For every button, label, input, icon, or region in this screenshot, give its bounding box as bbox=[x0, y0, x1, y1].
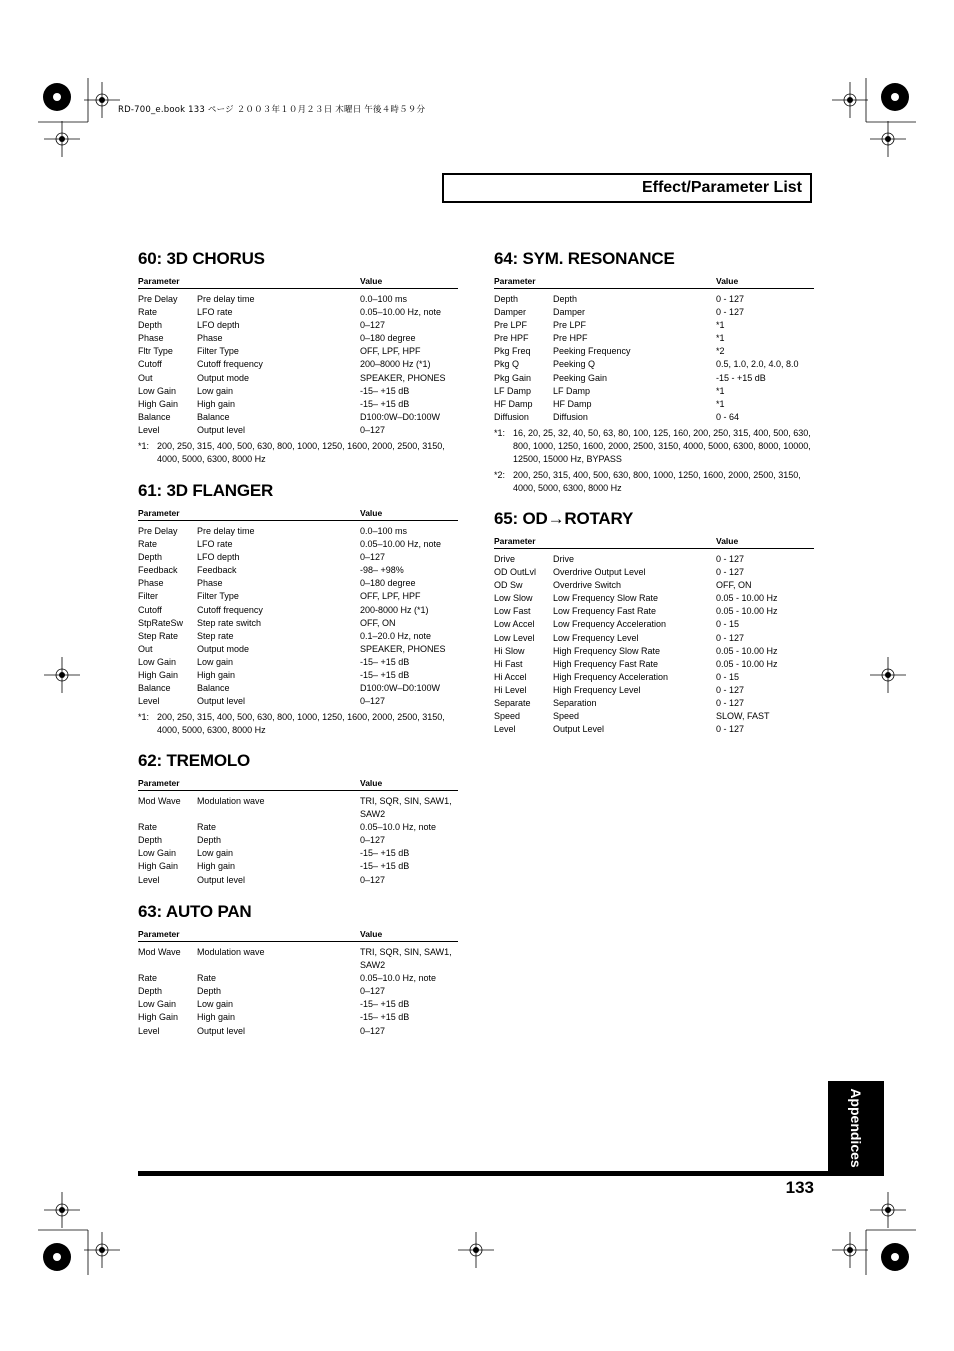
table-row bbox=[494, 618, 814, 631]
param-description: Phase bbox=[197, 333, 223, 344]
table-row bbox=[494, 332, 814, 345]
param-value: *2 bbox=[716, 346, 725, 357]
table-row bbox=[138, 946, 458, 972]
param-description: High gain bbox=[197, 670, 236, 681]
parameter-header: Parameter bbox=[494, 276, 536, 286]
page-title-text: Effect/Parameter List bbox=[641, 179, 802, 196]
param-short-name: Rate bbox=[138, 973, 158, 984]
param-value: 0.05–10.0 Hz, note bbox=[360, 973, 437, 984]
table-row bbox=[494, 710, 814, 723]
param-description: Low gain bbox=[197, 848, 234, 859]
param-value: OFF, ON bbox=[716, 580, 752, 591]
table-header bbox=[138, 929, 458, 942]
param-description: Cutoff frequency bbox=[197, 604, 263, 615]
param-value: 0 - 127 bbox=[716, 684, 745, 695]
param-value: -15– +15 dB bbox=[360, 861, 410, 872]
param-short-name: Cutoff bbox=[138, 359, 162, 370]
param-short-name: Speed bbox=[494, 711, 521, 722]
table-row bbox=[494, 306, 814, 319]
param-description: Overdrive Output Level bbox=[553, 567, 646, 578]
param-value: 0.5, 1.0, 2.0, 4.0, 8.0 bbox=[716, 359, 799, 370]
param-description: Modulation wave bbox=[197, 796, 265, 806]
param-short-name: Phase bbox=[138, 578, 164, 589]
footnote-text: 200, 250, 315, 400, 500, 630, 800, 1000, 1250, 1600, 2000, 2500, 3150, 4000, 5000, 6300, 8000 Hz bbox=[513, 470, 801, 494]
param-short-name: Diffusion bbox=[494, 411, 529, 422]
param-value: D100:0W–D0:100W bbox=[360, 683, 441, 694]
param-value: *1 bbox=[716, 385, 725, 396]
param-value: 0–180 degree bbox=[360, 578, 416, 589]
param-short-name: Depth bbox=[138, 552, 163, 563]
param-short-name: Mod Wave bbox=[138, 796, 181, 806]
table-row bbox=[494, 645, 814, 658]
param-short-name: Balance bbox=[138, 411, 171, 422]
param-value: 200-8000 Hz (*1) bbox=[360, 604, 429, 615]
param-short-name: OD OutLvl bbox=[494, 567, 537, 578]
param-description: Output level bbox=[197, 874, 246, 885]
table-row bbox=[494, 372, 814, 385]
footnote-mark: *1: bbox=[494, 427, 506, 438]
param-short-name: Pkg Gain bbox=[494, 372, 532, 383]
table-header bbox=[494, 276, 814, 289]
param-value: SPEAKER, PHONES bbox=[360, 372, 446, 383]
value-header: Value bbox=[360, 276, 383, 286]
param-value: 0.05 - 10.00 Hz bbox=[716, 658, 778, 669]
param-description: High Frequency Slow Rate bbox=[553, 645, 661, 656]
parameter-header: Parameter bbox=[138, 778, 180, 788]
param-short-name: Depth bbox=[494, 294, 519, 304]
param-value: OFF, LPF, HPF bbox=[360, 591, 421, 602]
table-row bbox=[138, 630, 458, 643]
param-value: OFF, ON bbox=[360, 617, 396, 628]
param-short-name: Low Slow bbox=[494, 593, 533, 604]
table-row bbox=[494, 658, 814, 671]
param-short-name: Depth bbox=[138, 320, 163, 331]
param-description: High Frequency Acceleration bbox=[553, 671, 669, 682]
param-description: LFO rate bbox=[197, 307, 233, 318]
param-description: Pre delay time bbox=[197, 294, 255, 304]
table-row bbox=[138, 998, 458, 1011]
table-row bbox=[138, 293, 458, 306]
table-row bbox=[138, 617, 458, 630]
param-value: -15– +15 dB bbox=[360, 848, 410, 859]
param-short-name: Depth bbox=[138, 835, 163, 846]
table-row bbox=[138, 874, 458, 887]
param-short-name: Balance bbox=[138, 683, 171, 694]
param-description: Output mode bbox=[197, 643, 250, 654]
param-description: Balance bbox=[197, 683, 230, 694]
param-description: Output Level bbox=[553, 724, 605, 735]
param-value: SLOW, FAST bbox=[716, 711, 770, 722]
section-title: 63: AUTO PAN bbox=[138, 902, 252, 921]
param-description: Diffusion bbox=[553, 411, 588, 422]
param-value: -98– +98% bbox=[360, 565, 404, 576]
param-short-name: Rate bbox=[138, 822, 158, 833]
param-value: 0 - 127 bbox=[716, 307, 745, 318]
param-short-name: High Gain bbox=[138, 670, 179, 681]
param-value: 0.05–10.00 Hz, note bbox=[360, 539, 442, 550]
param-short-name: Low Fast bbox=[494, 606, 531, 617]
param-short-name: Level bbox=[138, 424, 160, 435]
parameter-header: Parameter bbox=[138, 508, 180, 518]
param-description: Peeking Frequency bbox=[553, 346, 631, 357]
table-row bbox=[138, 1025, 458, 1038]
param-value: 0.05 - 10.00 Hz bbox=[716, 593, 778, 604]
param-description: Low gain bbox=[197, 999, 234, 1010]
param-short-name: Low Gain bbox=[138, 385, 177, 396]
table-row bbox=[138, 372, 458, 385]
param-description: Drive bbox=[553, 554, 575, 564]
parameter-header: Parameter bbox=[138, 276, 180, 286]
section-title: 62: TREMOLO bbox=[138, 751, 251, 770]
table-row bbox=[494, 632, 814, 645]
param-description: Phase bbox=[197, 578, 223, 589]
param-value: 0–127 bbox=[360, 1025, 386, 1036]
param-description: Output level bbox=[197, 1025, 246, 1036]
table-row bbox=[138, 656, 458, 669]
param-short-name: Phase bbox=[138, 333, 164, 344]
param-value: 0 - 127 bbox=[716, 567, 745, 578]
param-value: -15– +15 dB bbox=[360, 385, 410, 396]
table-row bbox=[494, 697, 814, 710]
table-row bbox=[138, 985, 458, 998]
param-short-name: OD Sw bbox=[494, 580, 523, 591]
section-3d-flanger bbox=[138, 481, 458, 738]
param-short-name: Low Gain bbox=[138, 656, 177, 667]
section-auto-pan bbox=[138, 902, 458, 1038]
param-short-name: Hi Level bbox=[494, 684, 527, 695]
table-row bbox=[138, 564, 458, 577]
table-row bbox=[494, 293, 814, 306]
table-row bbox=[138, 795, 458, 821]
table-row bbox=[494, 553, 814, 566]
param-value: *1 bbox=[716, 333, 725, 344]
param-description: High Frequency Fast Rate bbox=[553, 658, 659, 669]
param-description: Filter Type bbox=[197, 346, 239, 357]
param-short-name: Low Level bbox=[494, 632, 535, 643]
param-value: 0.0–100 ms bbox=[360, 526, 408, 536]
param-value: 0–127 bbox=[360, 874, 386, 885]
value-header: Value bbox=[360, 508, 383, 518]
table-row bbox=[138, 682, 458, 695]
param-description: High gain bbox=[197, 1012, 236, 1023]
table-row bbox=[138, 577, 458, 590]
footnote-text: 200, 250, 315, 400, 500, 630, 800, 1000, 1250, 1600, 2000, 2500, 3150, 4000, 5000, 6300, 8000 Hz bbox=[157, 441, 445, 465]
table-row bbox=[138, 319, 458, 332]
table-row bbox=[138, 538, 458, 551]
table-row bbox=[494, 385, 814, 398]
param-description: Low Frequency Slow Rate bbox=[553, 593, 659, 604]
table-row bbox=[494, 723, 814, 736]
param-description: Rate bbox=[197, 822, 217, 833]
section-sym-resonance bbox=[494, 249, 814, 495]
param-description: High gain bbox=[197, 398, 236, 409]
param-value: 200–8000 Hz (*1) bbox=[360, 359, 431, 370]
param-value: 0.05–10.0 Hz, note bbox=[360, 822, 437, 833]
table-header bbox=[138, 276, 458, 289]
table-row bbox=[138, 847, 458, 860]
param-short-name: Mod Wave bbox=[138, 947, 181, 957]
footnote-text: 200, 250, 315, 400, 500, 630, 800, 1000, 1250, 1600, 2000, 2500, 3150, 4000, 5000, 6300, 8000 Hz bbox=[157, 712, 445, 736]
param-short-name: High Gain bbox=[138, 398, 179, 409]
param-value: TRI, SQR, SIN, SAW1, SAW2 bbox=[360, 796, 452, 820]
param-description: High gain bbox=[197, 861, 236, 872]
table-row bbox=[494, 358, 814, 371]
table-row bbox=[138, 669, 458, 682]
param-value: TRI, SQR, SIN, SAW1, SAW2 bbox=[360, 947, 452, 971]
param-value: 0.1–20.0 Hz, note bbox=[360, 630, 432, 641]
table-row bbox=[138, 972, 458, 985]
parameter-header: Parameter bbox=[138, 929, 180, 939]
param-short-name: Pre HPF bbox=[494, 333, 529, 344]
table-row bbox=[138, 643, 458, 656]
section-title: 60: 3D CHORUS bbox=[138, 249, 265, 268]
param-value: 0 - 15 bbox=[716, 671, 740, 682]
section-title: 64: SYM. RESONANCE bbox=[494, 249, 675, 268]
table-row bbox=[494, 671, 814, 684]
param-short-name: Step Rate bbox=[138, 630, 179, 641]
param-short-name: Out bbox=[138, 372, 153, 383]
footnote bbox=[494, 469, 814, 495]
param-description: Step rate bbox=[197, 630, 234, 641]
param-short-name: StpRateSw bbox=[138, 617, 184, 628]
page-number: 133 bbox=[785, 1178, 814, 1197]
param-short-name: Pkg Freq bbox=[494, 346, 531, 357]
param-description: Separation bbox=[553, 698, 597, 709]
param-value: SPEAKER, PHONES bbox=[360, 643, 446, 654]
param-value: -15– +15 dB bbox=[360, 398, 410, 409]
table-row bbox=[138, 604, 458, 617]
param-short-name: Level bbox=[138, 696, 160, 707]
param-description: Peeking Gain bbox=[553, 372, 608, 383]
param-short-name: Pre Delay bbox=[138, 526, 178, 536]
param-description: Filter Type bbox=[197, 591, 239, 602]
param-value: -15 - +15 dB bbox=[716, 372, 766, 383]
footnote-mark: *1: bbox=[138, 441, 150, 452]
param-description: Step rate switch bbox=[197, 617, 262, 628]
param-description: Output level bbox=[197, 424, 246, 435]
param-description: Cutoff frequency bbox=[197, 359, 263, 370]
param-value: *1 bbox=[716, 320, 725, 331]
param-value: 0 - 127 bbox=[716, 724, 745, 735]
table-row bbox=[494, 345, 814, 358]
table-row bbox=[138, 398, 458, 411]
param-description: Low Frequency Acceleration bbox=[553, 619, 667, 630]
param-description: LFO rate bbox=[197, 539, 233, 550]
section-tremolo bbox=[138, 751, 458, 887]
param-value: 0–127 bbox=[360, 552, 386, 563]
param-description: Depth bbox=[553, 294, 578, 304]
param-value: 0–180 degree bbox=[360, 333, 416, 344]
param-short-name: High Gain bbox=[138, 861, 179, 872]
param-description: High Frequency Level bbox=[553, 684, 641, 695]
param-short-name: Depth bbox=[138, 986, 163, 997]
param-value: 0–127 bbox=[360, 835, 386, 846]
param-short-name: Low Gain bbox=[138, 848, 177, 859]
value-header: Value bbox=[716, 276, 739, 286]
table-row bbox=[494, 398, 814, 411]
param-description: Damper bbox=[553, 307, 586, 318]
footnote bbox=[494, 427, 814, 466]
section-title: 61: 3D FLANGER bbox=[138, 481, 274, 500]
param-description: Feedback bbox=[197, 565, 237, 576]
table-row bbox=[138, 358, 458, 371]
param-value: 0–127 bbox=[360, 696, 386, 707]
param-description: Pre HPF bbox=[553, 333, 588, 344]
table-row bbox=[494, 411, 814, 424]
param-short-name: Level bbox=[138, 874, 160, 885]
param-short-name: Pre LPF bbox=[494, 320, 528, 331]
param-value: 0 - 127 bbox=[716, 698, 745, 709]
param-short-name: HF Damp bbox=[494, 398, 533, 409]
table-row bbox=[138, 1011, 458, 1024]
table-row bbox=[494, 566, 814, 579]
param-short-name: Fltr Type bbox=[138, 346, 173, 357]
section-od-rotary bbox=[494, 509, 814, 736]
param-value: 0.05 - 10.00 Hz bbox=[716, 606, 778, 617]
param-short-name: Level bbox=[494, 724, 516, 735]
page-title bbox=[442, 173, 812, 203]
param-value: 0 - 127 bbox=[716, 294, 745, 304]
footer-rule bbox=[138, 1171, 884, 1176]
print-header-line: RD-700_e.book 133 ページ ２００３年１０月２３日 木曜日 午後４時５９分 bbox=[118, 105, 426, 115]
param-description: Depth bbox=[197, 986, 222, 997]
param-short-name: Level bbox=[138, 1025, 160, 1036]
parameter-header: Parameter bbox=[494, 536, 536, 546]
param-short-name: Pkg Q bbox=[494, 359, 520, 370]
param-description: Low gain bbox=[197, 385, 234, 396]
param-description: LFO depth bbox=[197, 552, 240, 563]
param-description: Low gain bbox=[197, 656, 234, 667]
table-header bbox=[138, 778, 458, 791]
param-short-name: Out bbox=[138, 643, 153, 654]
footnote bbox=[138, 440, 458, 466]
appendices-tab-label: Appendices bbox=[848, 1087, 864, 1168]
param-description: Modulation wave bbox=[197, 947, 265, 957]
param-short-name: Low Gain bbox=[138, 999, 177, 1010]
param-value: 0–127 bbox=[360, 424, 386, 435]
param-value: OFF, LPF, HPF bbox=[360, 346, 421, 357]
table-row bbox=[494, 319, 814, 332]
table-row bbox=[138, 525, 458, 538]
param-value: 0 - 15 bbox=[716, 619, 740, 630]
param-value: D100:0W–D0:100W bbox=[360, 411, 441, 422]
param-value: -15– +15 dB bbox=[360, 670, 410, 681]
param-value: 0.0–100 ms bbox=[360, 294, 408, 304]
table-row bbox=[138, 821, 458, 834]
param-short-name: Hi Slow bbox=[494, 645, 525, 656]
table-header bbox=[494, 536, 814, 549]
param-description: HF Damp bbox=[553, 398, 592, 409]
table-header bbox=[138, 508, 458, 521]
param-short-name: Cutoff bbox=[138, 604, 162, 615]
table-row bbox=[138, 332, 458, 345]
table-row bbox=[138, 590, 458, 603]
param-description: Low Frequency Level bbox=[553, 632, 639, 643]
param-value: 0 - 64 bbox=[716, 411, 740, 422]
param-value: 0.05 - 10.00 Hz bbox=[716, 645, 778, 656]
param-short-name: Hi Fast bbox=[494, 658, 523, 669]
param-value: 0 - 127 bbox=[716, 554, 745, 564]
param-value: -15– +15 dB bbox=[360, 999, 410, 1010]
param-short-name: Rate bbox=[138, 539, 158, 550]
param-short-name: High Gain bbox=[138, 1012, 179, 1023]
param-description: Depth bbox=[197, 835, 222, 846]
param-description: LFO depth bbox=[197, 320, 240, 331]
param-value: -15– +15 dB bbox=[360, 656, 410, 667]
value-header: Value bbox=[360, 929, 383, 939]
table-row bbox=[138, 306, 458, 319]
param-value: *1 bbox=[716, 398, 725, 409]
param-description: Overdrive Switch bbox=[553, 580, 622, 591]
param-value: 0 - 127 bbox=[716, 632, 745, 643]
param-short-name: Separate bbox=[494, 698, 531, 709]
table-row bbox=[494, 579, 814, 592]
param-description: Balance bbox=[197, 411, 230, 422]
param-short-name: Damper bbox=[494, 307, 527, 318]
value-header: Value bbox=[716, 536, 739, 546]
param-short-name: Rate bbox=[138, 307, 158, 318]
param-description: Speed bbox=[553, 711, 580, 722]
param-description: LF Damp bbox=[553, 385, 591, 396]
value-header: Value bbox=[360, 778, 383, 788]
table-row bbox=[138, 411, 458, 424]
param-short-name: Pre Delay bbox=[138, 294, 178, 304]
param-short-name: Low Accel bbox=[494, 619, 535, 630]
param-short-name: Filter bbox=[138, 591, 158, 602]
table-row bbox=[138, 695, 458, 708]
param-value: 0–127 bbox=[360, 986, 386, 997]
table-row bbox=[138, 834, 458, 847]
param-description: Low Frequency Fast Rate bbox=[553, 606, 657, 617]
param-value: 0.05–10.00 Hz, note bbox=[360, 307, 442, 318]
param-value: 0–127 bbox=[360, 320, 386, 331]
param-description: Output mode bbox=[197, 372, 250, 383]
param-description: Output level bbox=[197, 696, 246, 707]
appendices-tab bbox=[828, 1081, 884, 1174]
footnote bbox=[138, 711, 458, 737]
param-short-name: LF Damp bbox=[494, 385, 532, 396]
table-row bbox=[138, 385, 458, 398]
param-short-name: Feedback bbox=[138, 565, 178, 576]
param-description: Pre LPF bbox=[553, 320, 587, 331]
table-row bbox=[138, 424, 458, 437]
footnote-text: 16, 20, 25, 32, 40, 50, 63, 80, 100, 125, 160, 200, 250, 315, 400, 500, 630, 800, 1000, 1250, 1600, 2000, 2500, 3150, 4000, 5000, 6300, 8000, 10000, 12500, 15000 Hz, BYPASS bbox=[513, 427, 811, 465]
param-short-name: Hi Accel bbox=[494, 671, 527, 682]
param-description: Peeking Q bbox=[553, 359, 596, 370]
footnote-mark: *2: bbox=[494, 470, 506, 481]
param-description: Pre delay time bbox=[197, 526, 255, 536]
param-value: -15– +15 dB bbox=[360, 1012, 410, 1023]
section-title: 65: OD→ROTARY bbox=[494, 509, 634, 528]
table-row bbox=[138, 860, 458, 873]
param-description: Rate bbox=[197, 973, 217, 984]
table-row bbox=[138, 551, 458, 564]
table-row bbox=[494, 684, 814, 697]
table-row bbox=[138, 345, 458, 358]
section-3d-chorus bbox=[138, 249, 458, 466]
table-row bbox=[494, 605, 814, 618]
footnote-mark: *1: bbox=[138, 712, 150, 723]
table-row bbox=[494, 592, 814, 605]
param-short-name: Drive bbox=[494, 554, 516, 564]
